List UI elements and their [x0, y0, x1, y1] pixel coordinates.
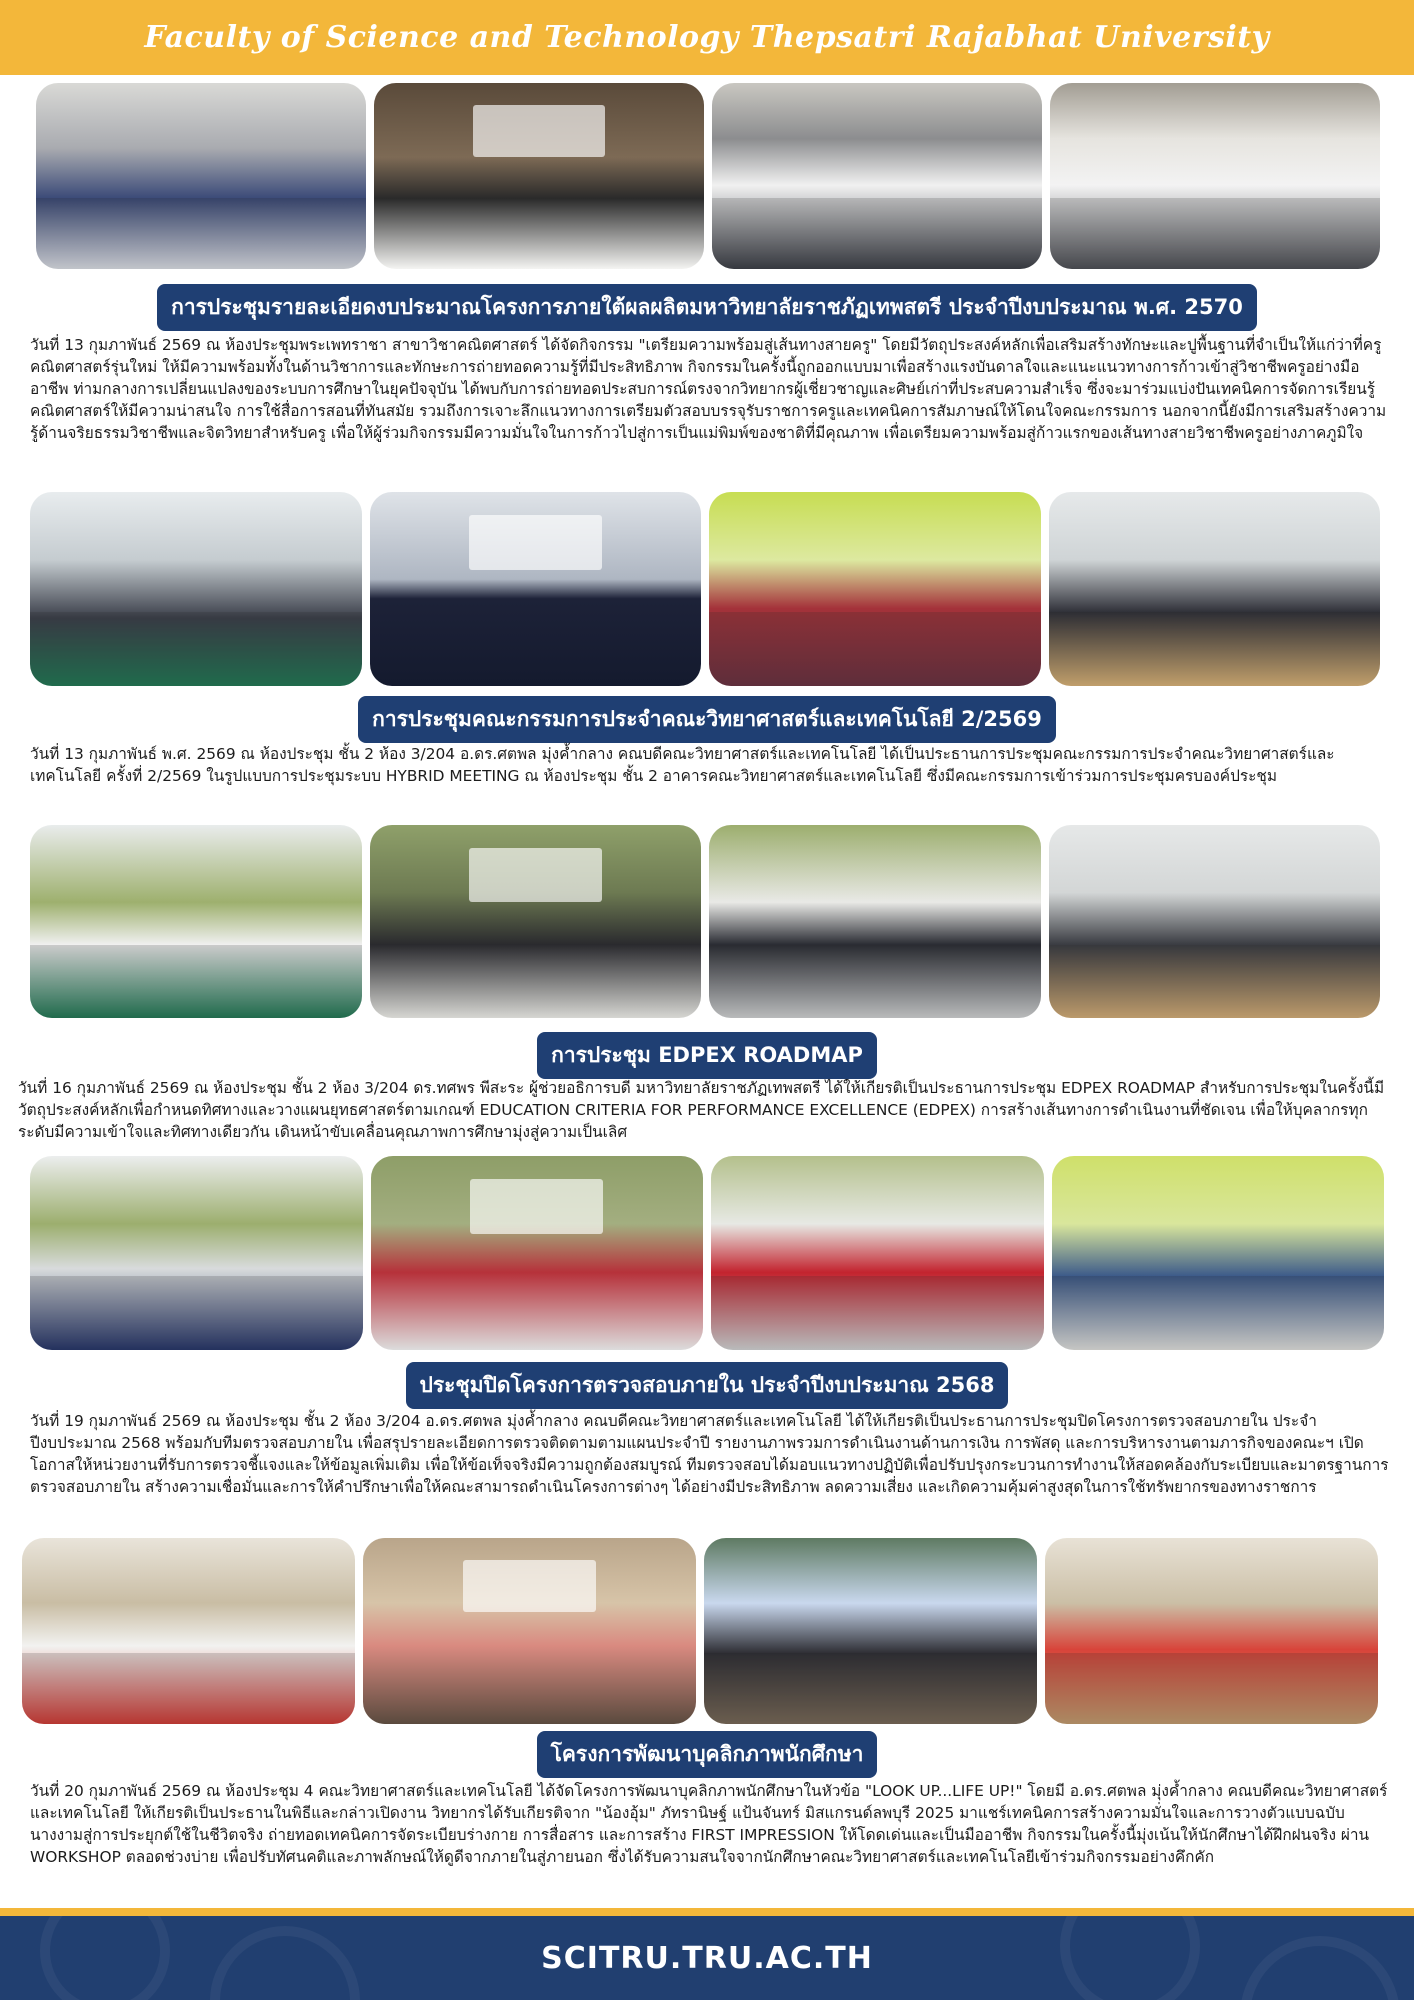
event-photo	[709, 825, 1041, 1018]
event-photo	[711, 1156, 1044, 1350]
event-photo	[370, 825, 702, 1018]
section-heading: โครงการพัฒนาบุคลิกภาพนักศึกษา	[537, 1731, 878, 1778]
video-conference-screenshot	[370, 492, 702, 686]
photo-row-3	[30, 825, 1380, 1018]
footer-accent-line	[0, 1908, 1414, 1916]
event-photo	[1045, 1538, 1378, 1724]
section-text-5: วันที่ 20 กุมภาพันธ์ 2569 ณ ห้องประชุม 4 คณะวิทยาศาสตร์และเทคโนโลยี ได้จัดโครงการพัฒนาบุคลิกภาพนักศึกษาในหัวข้อ "LOOK UP...LIFE UP!" โดยมี อ.ดร.ศตพล มุ่งค้ำกลาง คณบดีคณะวิทยาศาสตร์และเทคโนโลยี ให้เกียรติเป็นประธานในพิธีและกล่าวเปิดงาน วิทยากรได้รับเกียรติจาก "น้องอุ้ม" ภัทรานิษฐ์ แป้นจันทร์ มิสแกรนด์ลพบุรี 2025 มาแชร์เทคนิคการสร้างความมั่นใจและการวางตัวแบบฉบับนางงามสู่การประยุกต์ใช้ในชีวิตจริง ถ่ายทอดเทคนิคการจัดระเบียบร่างกาย การสื่อสาร และการสร้าง FIRST IMPRESSION ให้โดดเด่นและเป็นมืออาชีพ กิจกรรมในครั้งนี้มุ่งเน้นให้นักศึกษาได้ฝึกฝนจริง ผ่าน WORKSHOP ตลอดช่วงบ่าย เพื่อปรับทัศนคติและภาพลักษณ์ให้ดูดีจากภายในสู่ภายนอก ซึ่งได้รับความสนใจจากนักศึกษาคณะวิทยาศาสตร์และเทคโนโลยีเข้าร่วมกิจกรรมอย่างคึกคัก	[30, 1782, 1388, 1866]
event-photo	[374, 83, 704, 269]
event-photo	[30, 1156, 363, 1350]
event-photo	[712, 83, 1042, 269]
event-photo	[1049, 825, 1381, 1018]
event-photo	[1052, 1156, 1385, 1350]
header-banner	[0, 0, 1414, 75]
event-photo	[36, 83, 366, 269]
section-heading: การประชุม EDPEX ROADMAP	[537, 1032, 877, 1079]
event-photo	[371, 1156, 704, 1350]
event-photo	[363, 1538, 696, 1724]
event-photo	[709, 492, 1041, 686]
section-text-2: วันที่ 13 กุมภาพันธ์ พ.ศ. 2569 ณ ห้องประชุม ชั้น 2 ห้อง 3/204 อ.ดร.ศตพล มุ่งค้ำกลาง คณบดีคณะวิทยาศาสตร์และเทคโนโลยี ได้เป็นประธานการประชุมคณะกรรมการประจำคณะวิทยาศาสตร์และเทคโนโลยี ครั้งที่ 2/2569 ในรูปแบบการประชุมระบบ HYBRID MEETING ณ ห้องประชุม ชั้น 2 อาคารคณะวิทยาศาสตร์และเทคโนโลยี ซึ่งมีคณะกรรมการเข้าร่วมการประชุมครบองค์ประชุม	[30, 745, 1335, 785]
section-title-2	[0, 696, 1414, 743]
footer-banner	[0, 1916, 1414, 2000]
event-photo	[1050, 83, 1380, 269]
event-photo	[30, 492, 362, 686]
photo-row-5	[22, 1538, 1378, 1724]
event-photo	[1049, 492, 1381, 686]
section-text-4: วันที่ 19 กุมภาพันธ์ 2569 ณ ห้องประชุม ชั้น 2 ห้อง 3/204 อ.ดร.ศตพล มุ่งค้ำกลาง คณบดีคณะวิทยาศาสตร์และเทคโนโลยี ได้ให้เกียรติเป็นประธานการประชุมปิดโครงการตรวจสอบภายใน ประจำปีงบประมาณ 2568 พร้อมกับทีมตรวจสอบภายใน เพื่อสรุปรายละเอียดการตรวจติดตามตามแผนประจำปี รายงานภาพรวมการดำเนินงานด้านการเงิน การพัสดุ และการบริหารงานตามภารกิจของคณะฯ เปิดโอกาสให้หน่วยงานที่รับการตรวจชี้แจงและให้ข้อมูลเพิ่มเติม เพื่อให้ข้อเท็จจริงมีความถูกต้องสมบูรณ์ ทีมตรวจสอบได้มอบแนวทางปฏิบัติเพื่อปรับปรุงกระบวนการทำงานให้สอดคล้องกับระเบียบและมาตรฐานการตรวจสอบภายใน สร้างความเชื่อมั่นและการให้คำปรึกษาเพื่อให้คณะสามารถดำเนินโครงการต่างๆ ได้อย่างมีประสิทธิภาพ ลดความเสี่ยง และเกิดความคุ้มค่าสูงสุดในการใช้ทรัพยากรของทางราชการ	[30, 1412, 1389, 1496]
photo-row-2	[30, 492, 1380, 686]
website-url-link[interactable]: SCITRU.TRU.AC.TH	[541, 1940, 873, 1976]
faculty-title: Faculty of Science and Technology Thepsatri Rajabhat University	[144, 20, 1270, 55]
section-heading: ประชุมปิดโครงการตรวจสอบภายใน ประจำปีงบประมาณ 2568	[406, 1362, 1009, 1409]
photo-row-4	[30, 1156, 1384, 1350]
event-photo	[30, 825, 362, 1018]
section-title-5	[0, 1731, 1414, 1778]
section-title-3	[0, 1032, 1414, 1079]
section-heading: การประชุมรายละเอียดงบประมาณโครงการภายใต้ผลผลิตมหาวิทยาลัยราชภัฏเทพสตรี ประจำปีงบประมาณ พ.ศ. 2570	[157, 284, 1257, 331]
section-text-1: วันที่ 13 กุมภาพันธ์ 2569 ณ ห้องประชุมพระเพทราชา สาขาวิชาคณิตศาสตร์ ได้จัดกิจกรรม "เตรียมความพร้อมสู่เส้นทางสายครู" โดยมีวัตถุประสงค์หลักเพื่อเสริมสร้างทักษะและปูพื้นฐานที่จำเป็นให้แก่ว่าที่ครูคณิตศาสตร์รุ่นใหม่ ให้มีความพร้อมทั้งในด้านวิชาการและทักษะการถ่ายทอดความรู้ที่มีประสิทธิภาพ กิจกรรมในครั้งนี้ถูกออกแบบมาเพื่อสร้างแรงบันดาลใจและแนะแนวทางการก้าวเข้าสู่วิชาชีพครูอย่างมืออาชีพ ท่ามกลางการเปลี่ยนแปลงของระบบการศึกษาในยุคปัจจุบัน ได้พบกับการถ่ายทอดประสบการณ์ตรงจากวิทยากรผู้เชี่ยวชาญและศิษย์เก่าที่ประสบความสำเร็จ ซึ่งจะมาร่วมแบ่งปันเทคนิคการจัดการเรียนรู้คณิตศาสตร์ให้มีความน่าสนใจ การใช้สื่อการสอนที่ทันสมัย รวมถึงการเจาะลึกแนวทางการเตรียมตัวสอบบรรจุรับราชการครูและเทคนิคการสัมภาษณ์ให้โดนใจคณะกรรมการ นอกจากนี้ยังมีการเสริมสร้างความรู้ด้านจริยธรรมวิชาชีพและจิตวิทยาสำหรับครู เพื่อให้ผู้ร่วมกิจกรรมมีความมั่นใจในการก้าวไปสู่การเป็นแม่พิมพ์ของชาติที่มีคุณภาพ เพื่อเตรียมความพร้อมสู่ก้าวแรกของเส้นทางสายวิชาชีพครูอย่างภาคภูมิใจ	[30, 336, 1387, 442]
section-title-1	[0, 284, 1414, 331]
section-heading: การประชุมคณะกรรมการประจำคณะวิทยาศาสตร์และเทคโนโลยี 2/2569	[358, 696, 1056, 743]
event-photo	[22, 1538, 355, 1724]
event-photo	[704, 1538, 1037, 1724]
section-text-3: วันที่ 16 กุมภาพันธ์ 2569 ณ ห้องประชุม ชั้น 2 ห้อง 3/204 ดร.ทศพร พีสะระ ผู้ช่วยอธิการบดี มหาวิทยาลัยราชภัฏเทพสตรี ได้ให้เกียรติเป็นประธานการประชุม EDPEX ROADMAP สำหรับการประชุมในครั้งนี้มีวัตถุประสงค์หลักเพื่อกำหนดทิศทางและวางแผนยุทธศาสตร์ตามเกณฑ์ EDUCATION CRITERIA FOR PERFORMANCE EXCELLENCE (EDPEX) การสร้างเส้นทางการดำเนินงานที่ชัดเจน เพื่อให้บุคลากรทุกระดับมีความเข้าใจและทิศทางเดียวกัน เดินหน้าขับเคลื่อนคุณภาพการศึกษามุ่งสู่ความเป็นเลิศ	[18, 1079, 1385, 1141]
photo-row-1	[36, 83, 1380, 269]
section-title-4	[0, 1362, 1414, 1409]
